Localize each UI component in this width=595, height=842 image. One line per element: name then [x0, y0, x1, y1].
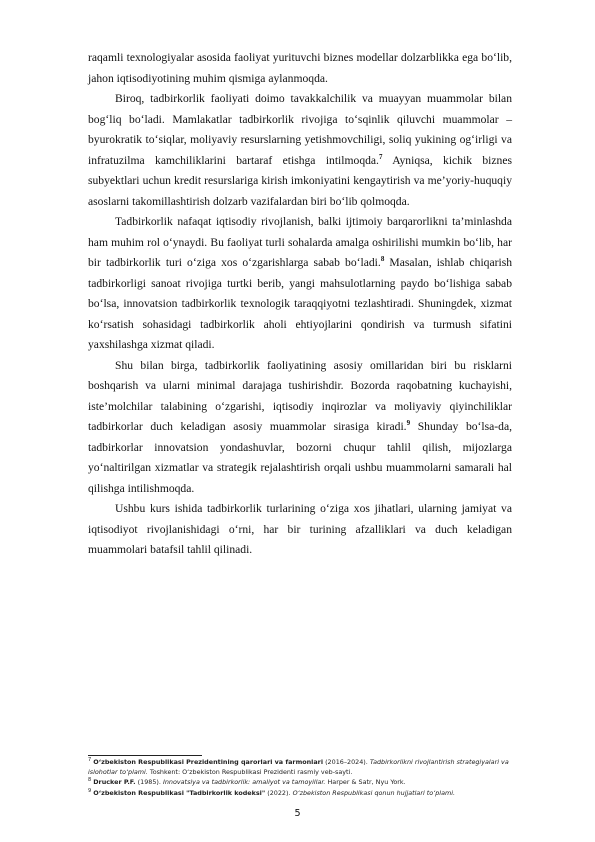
footnote-number: 8: [88, 777, 92, 784]
footnote-9: [88, 788, 518, 798]
footnote-number: 9: [88, 787, 92, 794]
page-number: 5: [294, 808, 301, 819]
footnote-author: O‘zbekiston Respublikasi "Tadbirkorlik kodeksi": [93, 788, 266, 797]
footnote-year: (2022).: [265, 788, 293, 797]
paragraph-4: [88, 356, 512, 500]
paragraph-5: Ushbu kurs ishida tadbirkorlik turlarining o‘ziga xos jihatlari, ularning jamiyat va iqtisodiyot rivojlanishidagi o‘rni, har bir turining afzalliklari va duch keladigan muammolari batafsil tahlil qilinadi.: [88, 502, 512, 556]
footnote-number: 7: [88, 756, 92, 763]
paragraph-3-text-b: Masalan, ishlab chiqarish tadbirkorligi sanoat rivojiga turtki berib, yangi mahsulotlarning paydo bo‘lishiga sabab bo‘lsa, innovatsion tadbirkorlik texnologik taraqqiyotni tezlashtiradi. Shuningdek, xizmat ko‘rsatish sohasidagi tadbirkorlik aholi ehtiyojlarini qondirish va turmush sifatini yaxshilashga xizmat qiladi.: [88, 256, 513, 351]
paragraph-4-text-a: Shu bilan birga, tadbirkorlik faoliyatining asosiy omillaridan biri bu risklarni boshqarish va ularni minimal darajaga tushirishdir. Bozorda raqobatning kuchayishi, iste’molchilar talabining o‘zgarishi, iqtisodiy inqirozlar va moliyaviy qiyinchiliklar tadbirkorlar duch keladigan asosiy muammolar sirasiga kiradi.: [88, 358, 512, 433]
footnote-separator: [88, 755, 202, 756]
footnote-publisher: Harper & Satr, Nyu York.: [325, 778, 406, 787]
footnote-8: [88, 777, 518, 787]
footnote-ref-7[interactable]: 7: [378, 152, 383, 161]
body-text: [88, 48, 512, 561]
paragraph-2: [88, 89, 512, 212]
footnote-title: O‘zbekiston Respublikasi qonun hujjatlari to‘plami.: [292, 788, 456, 797]
footnote-7: [88, 757, 518, 777]
footnote-ref-9[interactable]: 9: [406, 419, 411, 428]
footnote-title: Innovatsiya va tadbirkorlik: amaliyot va tamoyillar.: [162, 778, 326, 787]
paragraph-2-text-b: Ayniqsa, kichik biznes subyektlari uchun kredit resurslariga kirish imkoniyatini kengaytirish va me’yoriy-huquqiy asoslarni takomillashtirish dolzarb vazifalardan biri bo‘lib qolmoqda.: [88, 153, 512, 208]
footnote-title: Tadbirkorlikni rivojlantirish strategiyalari va islohotlar to‘plami.: [88, 758, 509, 777]
footnote-publisher: Toshkent: O‘zbekiston Respublikasi Prezidenti rasmiy veb-sayti.: [147, 768, 353, 777]
paragraph-4-text-b: Shunday bo‘lsa-da, tadbirkorlar innovatsion yondashuvlar, bozorni chuqur tahlil qilish, mijozlarga yo‘naltirilgan xizmatlar va strategik rejalashtirish orqali ushbu muammolarni samarali hal qilishga intilishmoqda.: [88, 420, 512, 495]
paragraph-1: raqamli texnologiyalar asosida faoliyat yurituvchi biznes modellar dolzarblikka ega bo‘lib, jahon iqtisodiyotining muhim qismiga aylanmoqda.: [88, 51, 512, 85]
footnote-year: (2016–2024).: [323, 758, 370, 766]
footnote-ref-8[interactable]: 8: [380, 255, 385, 264]
footnote-author: Drucker P.F.: [93, 778, 136, 787]
paragraph-3-text-a: Tadbirkorlik nafaqat iqtisodiy rivojlanish, balki ijtimoiy barqarorlikni ta’minlashda ham muhim rol o‘ynaydi. Bu faoliyat turli sohalarda amalga oshirilishi mumkin bo‘lib, har bir tadbirkorlik turi o‘ziga xos o‘zgarishlarga sabab bo‘ladi.: [88, 215, 512, 269]
footnote-year: (1985).: [135, 778, 163, 787]
paragraph-3: [88, 212, 512, 356]
paragraph-2-text-a: Biroq, tadbirkorlik faoliyati doimo tavakkalchilik va muayyan muammolar bilan bog‘liq bo‘ladi. Mamlakatlar tadbirkorlik rivojiga to‘sqinlik qiluvchi muammolar – byurokratik to‘siqlar, moliyaviy resurslarning yetishmovchiligi, soliq yukining og‘irligi va infratuzilma kamchiliklarini bartaraf etishga intilmoqda.: [88, 92, 512, 167]
footnotes: [88, 757, 518, 798]
footnote-author: O‘zbekiston Respublikasi Prezidentining qarorlari va farmonlari: [93, 758, 324, 766]
